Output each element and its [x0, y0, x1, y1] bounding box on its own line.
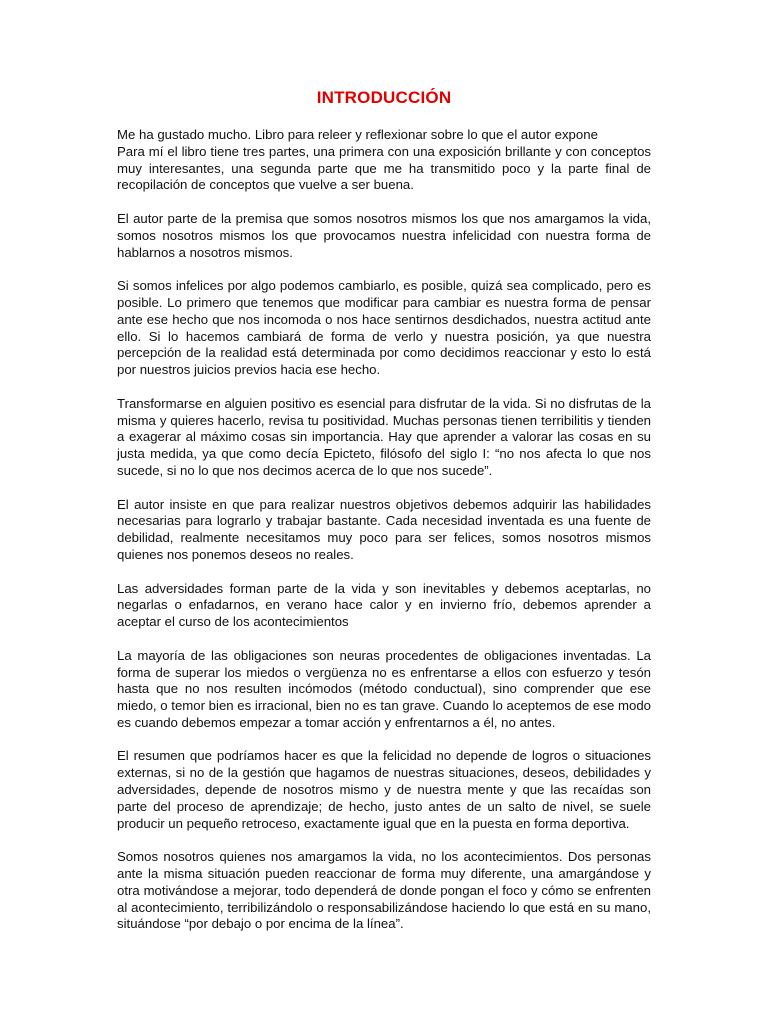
paragraph-3	[117, 278, 651, 379]
page-title: INTRODUCCIÓN	[316, 88, 452, 107]
paragraph-line: Somos nosotros quienes nos amargamos la vida, no los acontecimientos. Dos personas ante la misma situación pueden reaccionar de forma muy diferente, una amargándose y otra motivándose a mejorar, todo dependerá de donde pongan el foco y cómo se enfrenten al acontecimiento, terribilizándolo o responsabilizándose haciendo lo que está en su mano, situándose “por debajo o por encima de la línea”.	[117, 849, 651, 932]
paragraph-line: Las adversidades forman parte de la vida y son inevitables y debemos aceptarlas, no negarlas o enfadarnos, en verano hace calor y en invierno frío, debemos aprender a aceptar el curso de los acontecimientos	[117, 580, 651, 630]
paragraph-9	[117, 849, 651, 933]
paragraph-line: El resumen que podríamos hacer es que la felicidad no depende de logros o situaciones externas, si no de la gestión que hagamos de nuestras situaciones, deseos, debilidades y adversidades, depende de nosotros mismo y de nuestra mente y que las recaídas son parte del proceso de aprendizaje; de hecho, justo antes de un salto de nivel, se suele producir un pequeño retroceso, exactamente igual que en la puesta en forma deportiva.	[117, 748, 651, 831]
paragraph-line: Me ha gustado mucho. Libro para releer y reflexionar sobre lo que el autor expone	[117, 127, 598, 142]
paragraph-4	[117, 396, 651, 480]
paragraph-5	[117, 497, 651, 564]
paragraph-line: Si somos infelices por algo podemos cambiarlo, es posible, quizá sea complicado, pero es posible. Lo primero que tenemos que modificar para cambiar es nuestra forma de pensar ante ese hecho que nos incomoda o nos hace sentirnos desdichados, nuestra actitud ante ello. Si lo hacemos cambiará de forma de verlo y nuestra posición, ya que nuestra percepción de la realidad está determinada por como decidimos reaccionar y esto lo está por nuestros juicios previos hacia ese hecho.	[117, 278, 651, 378]
paragraph-line: El autor parte de la premisa que somos nosotros mismos los que nos amargamos la vida, somos nosotros mismos los que provocamos nuestra infelicidad con nuestra forma de hablarnos a nosotros mismos.	[117, 210, 651, 260]
document-body	[117, 127, 651, 933]
paragraph-line: El autor insiste en que para realizar nuestros objetivos debemos adquirir las habilidades necesarias para lograrlo y trabajar bastante. Cada necesidad inventada es una fuente de debilidad, realmente necesitamos muy poco para ser felices, somos nosotros mismos quienes nos ponemos deseos no reales.	[117, 496, 651, 562]
paragraph-1	[117, 127, 651, 194]
paragraph-6	[117, 581, 651, 631]
paragraph-8	[117, 748, 651, 832]
paragraph-line: La mayoría de las obligaciones son neuras procedentes de obligaciones inventadas. La forma de superar los miedos o vergüenza no es enfrentarse a ellos con esfuerzo y tesón hasta que no nos resulten incómodos (método conductual), sino comprender que ese miedo, o temor bien es irracional, bien no es tan grave. Cuando lo aceptemos de ese modo es cuando debemos empezar a tomar acción y enfrentarnos a él, no antes.	[117, 647, 651, 730]
paragraph-2	[117, 211, 651, 261]
paragraph-line: Transformarse en alguien positivo es esencial para disfrutar de la vida. Si no disfrutas de la misma y quieres hacerlo, revisa tu positividad. Muchas personas tienen terribilitis y tienden a exagerar al máximo cosas sin importancia. Hay que aprender a valorar las cosas en su justa medida, ya que como decía Epicteto, filósofo del siglo I: “no nos afecta lo que nos sucede, si no lo que nos decimos acerca de lo que nos sucede”.	[117, 395, 651, 478]
paragraph-line: Para mí el libro tiene tres partes, una primera con una exposición brillante y con conceptos muy interesantes, una segunda parte que me ha transmitido poco y la parte final de recopilación de conceptos que vuelve a ser buena.	[117, 143, 651, 193]
paragraph-7	[117, 648, 651, 732]
